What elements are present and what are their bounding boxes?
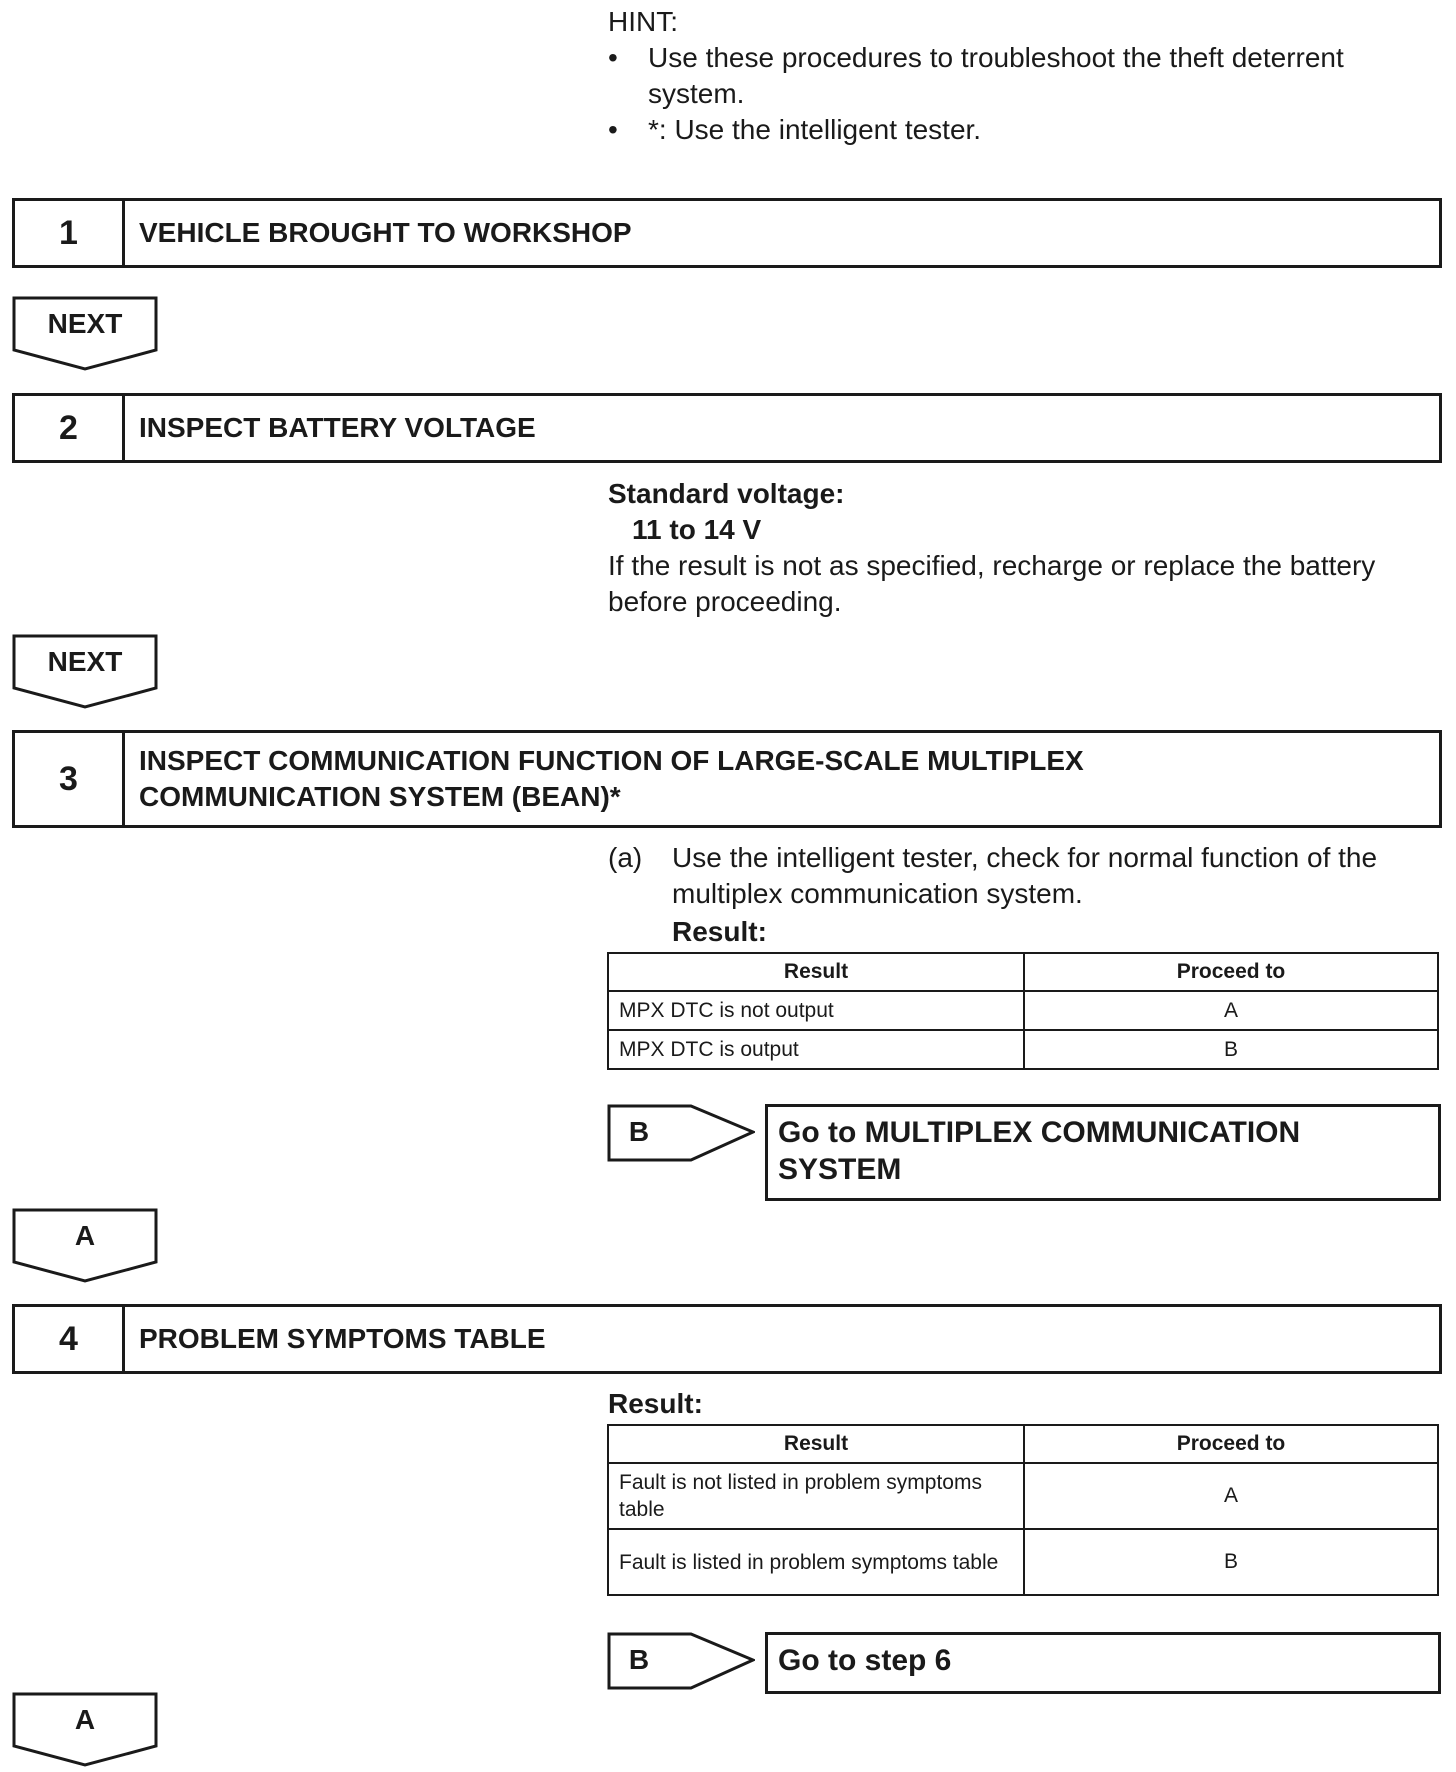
- table-cell: Fault is listed in problem symptoms table: [608, 1529, 1024, 1595]
- step-4-header: [12, 1304, 1442, 1374]
- table-cell: A: [1024, 1463, 1438, 1529]
- branch-label: B: [628, 1644, 650, 1675]
- spec-note: If the result is not as specified, recharge or replace the battery before proceeding.: [608, 550, 1376, 617]
- next-arrow: [12, 634, 158, 710]
- table-cell: A: [1024, 991, 1438, 1030]
- spec-label: Standard voltage:: [608, 478, 845, 509]
- result-table: [607, 1424, 1439, 1596]
- table-cell: B: [1024, 1030, 1438, 1069]
- step-title: VEHICLE BROUGHT TO WORKSHOP: [139, 217, 632, 248]
- goto-text: Go to MULTIPLEX COMMUNICATION SYSTEM: [778, 1116, 1301, 1186]
- step-title: PROBLEM SYMPTOMS TABLE: [139, 1323, 546, 1354]
- branch-label: B: [628, 1116, 650, 1147]
- step-number: 2: [15, 396, 125, 460]
- proceed-label: A: [74, 1220, 96, 1251]
- proceed-a-arrow: [12, 1692, 158, 1768]
- table-row: [608, 991, 1438, 1030]
- table-row: [608, 1463, 1438, 1529]
- table-cell: MPX DTC is not output: [608, 991, 1024, 1030]
- bullet: •: [608, 42, 618, 73]
- bullet: •: [608, 114, 618, 145]
- result-table: [607, 952, 1439, 1070]
- result-label: Result:: [608, 1388, 703, 1419]
- step-3-header: [12, 730, 1442, 828]
- next-label: NEXT: [47, 308, 123, 339]
- branch-arrow: [607, 1632, 755, 1690]
- next-arrow: [12, 296, 158, 372]
- hint-item-text: Use these procedures to troubleshoot the theft deterrent system.: [648, 42, 1344, 109]
- column-header: Proceed to: [1024, 953, 1438, 991]
- proceed-label: A: [74, 1704, 96, 1735]
- table-cell: B: [1024, 1529, 1438, 1595]
- step-title: INSPECT BATTERY VOLTAGE: [139, 412, 536, 443]
- result-label: Result:: [672, 916, 767, 947]
- step-title: INSPECT COMMUNICATION FUNCTION OF LARGE-SCALE MULTIPLEX COMMUNICATION SYSTEM (BEAN)*: [139, 745, 1084, 812]
- column-header: Result: [608, 1425, 1024, 1463]
- step-number: 4: [15, 1307, 125, 1371]
- next-label: NEXT: [47, 646, 123, 677]
- table-row: [608, 1529, 1438, 1595]
- hint-heading: HINT:: [608, 6, 678, 37]
- goto-text: Go to step 6: [778, 1644, 952, 1677]
- step-2-header: [12, 393, 1442, 463]
- table-cell: Fault is not listed in problem symptoms table: [608, 1463, 1024, 1529]
- column-header: Result: [608, 953, 1024, 991]
- step-1-header: [12, 198, 1442, 268]
- table-cell: MPX DTC is output: [608, 1030, 1024, 1069]
- step-number: 3: [15, 733, 125, 825]
- hint-item-text: *: Use the intelligent tester.: [648, 114, 982, 145]
- goto-box: [765, 1104, 1441, 1201]
- column-header: Proceed to: [1024, 1425, 1438, 1463]
- step-number: 1: [15, 201, 125, 265]
- proceed-a-arrow: [12, 1208, 158, 1284]
- goto-box: [765, 1632, 1441, 1694]
- branch-arrow: [607, 1104, 755, 1162]
- item-label: (a): [608, 842, 643, 873]
- item-text: Use the intelligent tester, check for normal function of the multiplex communication system.: [672, 842, 1378, 909]
- table-row: [608, 1030, 1438, 1069]
- spec-value: 11 to 14 V: [632, 514, 762, 545]
